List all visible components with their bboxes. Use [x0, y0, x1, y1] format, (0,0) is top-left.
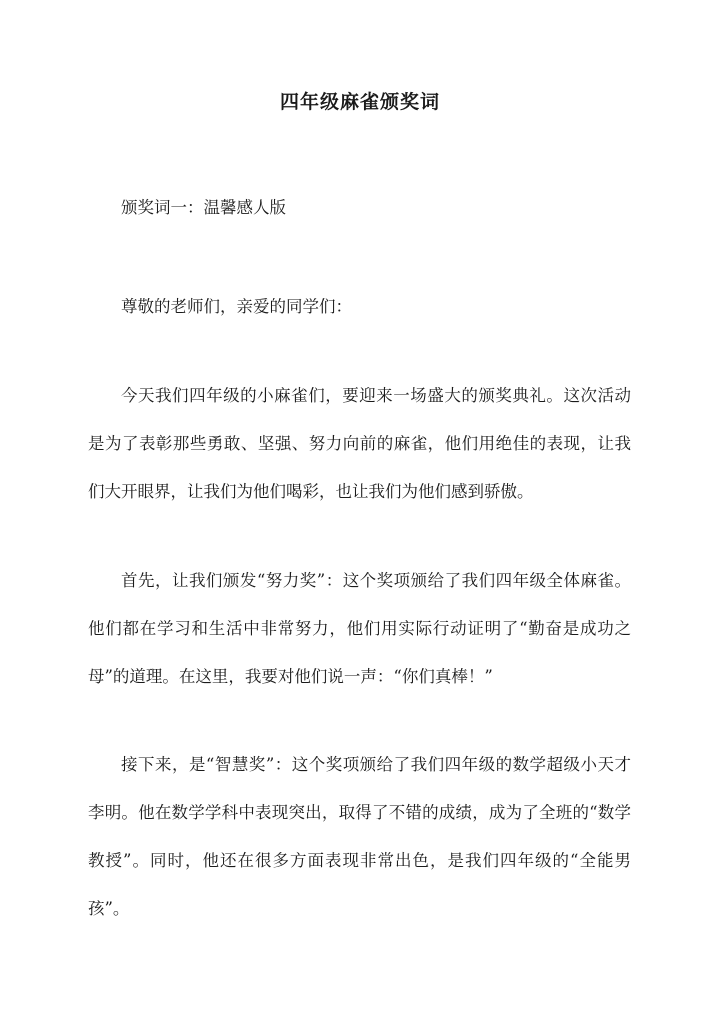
effort-award-paragraph: 首先，让我们颁发“努力奖”：这个奖项颁给了我们四年级全体麻雀。他们都在学习和生活中非常努力，他们用实际行动证明了“勤奋是成功之母”的道理。在这里，我要对他们说一声：“你们真棒！”	[88, 571, 631, 686]
section-heading: 颁奖词一：温馨感人版	[121, 198, 286, 217]
wisdom-award-paragraph: 接下来，是“智慧奖”：这个奖项颁给了我们四年级的数学超级小天才李明。他在数学学科中表现突出，取得了不错的成绩，成为了全班的“数学教授”。同时，他还在很多方面表现非常出色，是我们四年级的“全能男孩”。	[88, 755, 631, 918]
intro-paragraph: 今天我们四年级的小麻雀们，要迎来一场盛大的颁奖典礼。这次活动是为了表彰那些勇敢、坚强、努力向前的麻雀，他们用绝佳的表现，让我们大开眼界，让我们为他们喝彩，也让我们为他们感到骄傲。	[88, 386, 631, 501]
greeting-paragraph: 尊敬的老师们，亲爱的同学们：	[121, 297, 352, 316]
document-title: 四年级麻雀颁奖词	[279, 91, 440, 113]
